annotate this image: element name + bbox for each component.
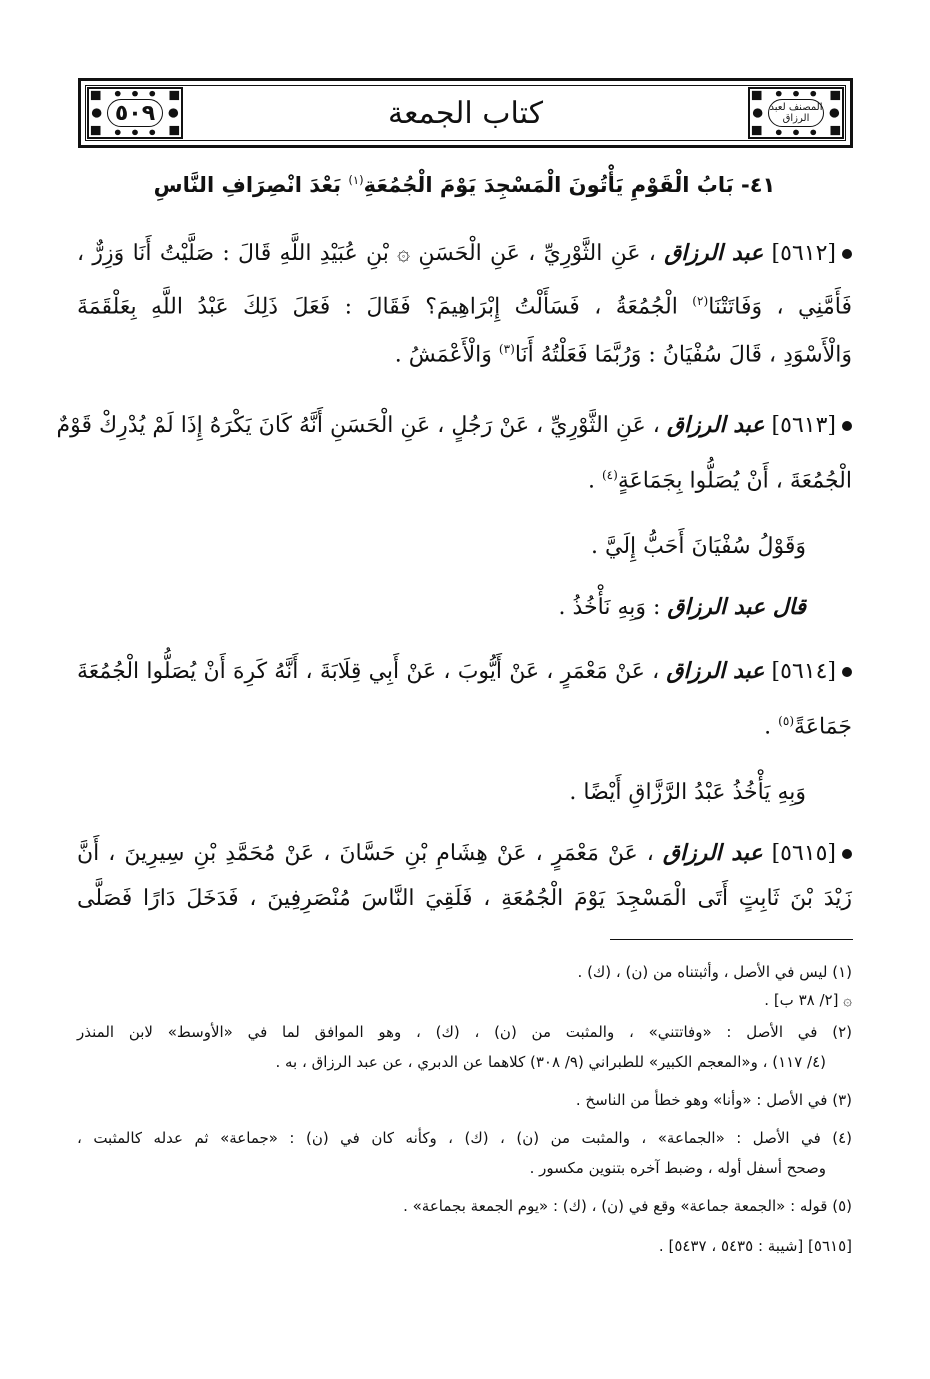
page-number-ornament (87, 87, 183, 139)
footnote-ref: (٤) (601, 468, 618, 482)
chapter-title: كتاب الجمعة (388, 95, 543, 131)
footnote-separator (610, 939, 853, 940)
hadith-text: وَالْأَعْمَشُ . (394, 342, 499, 368)
footnote: (٥) قوله : «الجمعة جماعة» وقع في (ن) ، (ك) : «يوم الجمعة بجماعة» . (403, 1197, 852, 1215)
bullet-icon (842, 249, 852, 259)
footnote-ref: (٢) (692, 294, 709, 308)
page-number-box (107, 99, 163, 127)
hadith-line (77, 590, 806, 625)
hadith-text: جَمَاعَةً (794, 714, 852, 740)
footnote-ref: (١) (348, 173, 364, 187)
footnote: (٣) في الأصل : «وأنا» وهو خطأ من الناسخ . (575, 1091, 852, 1109)
hadith-line (77, 332, 852, 372)
book-logo-text: المصنف لعبد الرزاق (769, 102, 823, 124)
footnote: (٤/ ١١٧) ، و«المعجم الكبير» للطبراني (٩/ ٣٠٨) كلاهما عن الدبري ، عن عبد الرزاق ، به . (275, 1053, 826, 1071)
hadith-line (56, 408, 852, 443)
hadith-text: الْجُمُعَةَ ، أَنْ يُصَلُّوا بِجَمَاعَةٍ (617, 468, 852, 494)
narrator-name: عبد الرزاق (664, 240, 764, 266)
hadith-text: ، عَنْ مَعْمَرٍ ، عَنْ هِشَامِ بْنِ حَسَّانَ ، عَنْ مُحَمَّدِ بْنِ سِيرِينَ ، أَنَّ (77, 841, 654, 866)
hadith-text: ، عَنِ الثَّوْرِيِّ ، عَنْ رَجُلٍ ، عَنِ الْحَسَنِ أَنَّهُ كَانَ يَكْرَهُ إِذَا لَمْ يُدْرِكْ قَوْمٌ (56, 413, 660, 438)
hadith-number: [٥٦١٢] (763, 241, 836, 266)
hadith-number: [٥٦١٣] (764, 413, 836, 438)
section-heading-text-after: بَعْدَ انْصِرَافِ النَّاسِ (153, 173, 349, 197)
hadith-line (77, 882, 852, 916)
section-heading (77, 173, 852, 197)
bullet-icon (842, 421, 852, 431)
hadith-number: [٥٦١٥] (762, 841, 837, 866)
hadith-line (77, 530, 806, 564)
narrator-name: عبد الرزاق (662, 840, 763, 866)
book-logo (768, 99, 824, 127)
book-logo-ornament (748, 87, 844, 139)
bullet-icon (842, 667, 852, 677)
section-heading-text: ٤١- بَابُ الْقَوْمِ يَأْتُونَ الْمَسْجِدَ يَوْمَ الْجُمُعَةِ (363, 173, 776, 197)
footnote-ref: (٣) (498, 342, 515, 356)
footnote: وصحح أسفل أوله ، وضبط آخره بتنوين مكسور . (529, 1159, 826, 1177)
hadith-text: : وَبِهِ نَأْخُذُ . (558, 595, 661, 620)
hadith-line (77, 236, 852, 271)
footnote: (٢) في الأصل : «وفاتتني» ، والمثبت من (ن) ، (ك) ، وهو الموافق لما في «الأوسط» لابن المنذر (77, 1023, 852, 1041)
hadith-line (77, 284, 852, 324)
hadith-number: [٥٦١٤] (764, 659, 836, 684)
hadith-line (77, 704, 852, 744)
footnote: ۞ [٢/ ٣٨ ب] . (764, 991, 852, 1009)
bullet-icon (842, 849, 852, 859)
footnote-ref: (٥) (778, 714, 795, 728)
hadith-line (77, 654, 852, 689)
hadith-text: . (587, 468, 602, 494)
hadith-text: الْجُمُعَةُ ، فَسَأَلْتُ إِبْرَاهِيمَ؟ فَقَالَ : فَعَلَ ذَلِكَ عَبْدُ اللَّهِ بِعَلْقَمَةَ (77, 294, 693, 320)
narrator-name: قال عبد الرزاق (667, 594, 806, 620)
hadith-line (77, 776, 806, 810)
narrator-name: عبد الرزاق (666, 658, 765, 684)
hadith-text: وَالْأَسْوَدِ ، قَالَ سُفْيَانُ : وَرُبَّمَا فَعَلْتُهُ أَنَا (514, 342, 852, 368)
page-number: ٥٠٩ (114, 100, 156, 126)
hadith-text: فَأَمَّنِي ، وَفَاتَتْنَا (708, 294, 853, 320)
hadith-text: . (764, 714, 779, 740)
hadith-line (77, 458, 852, 498)
hadith-line (77, 836, 852, 871)
hadith-text: ، عَنْ مَعْمَرٍ ، عَنْ أَيُّوبَ ، عَنْ أَبِي قِلَابَةَ ، أَنَّهُ كَرِهَ أَنْ يُصَلُّوا الْجُمُعَةَ (77, 659, 660, 684)
hadith-text: زَيْدَ بْنَ ثَابِتٍ أَتَى الْمَسْجِدَ يَوْمَ الْجُمُعَةِ ، فَلَقِيَ النَّاسَ مُنْصَرِفِينَ ، فَدَخَلَ دَارًا فَصَلَّى (77, 886, 853, 911)
hadith-text: ، عَنِ الثَّوْرِيِّ ، عَنِ الْحَسَنِ ۞ بْنِ عُبَيْدِ اللَّهِ قَالَ : صَلَّيْتُ أَنَا وَزِرٌّ ، (77, 241, 656, 266)
hadith-text: وَقَوْلُ سُفْيَانَ أَحَبُّ إِلَيَّ . (591, 534, 806, 559)
hadith-text: وَبِهِ يَأْخُذُ عَبْدُ الرَّزَّاقِ أَيْضًا . (569, 780, 806, 805)
page-header (78, 78, 853, 148)
footnote: (١) ليس في الأصل ، وأثبتناه من (ن) ، (ك) . (577, 963, 852, 981)
footnote: (٤) في الأصل : «الجماعة» ، والمثبت من (ن) ، (ك) ، وكأنه كان في (ن) : «جماعة» ثم عدله كالمثبت ، (77, 1129, 852, 1147)
footnote: [٥٦١٥] [شيبة : ٥٤٣٥ ، ٥٤٣٧] . (658, 1237, 852, 1255)
narrator-name: عبد الرزاق (666, 412, 765, 438)
